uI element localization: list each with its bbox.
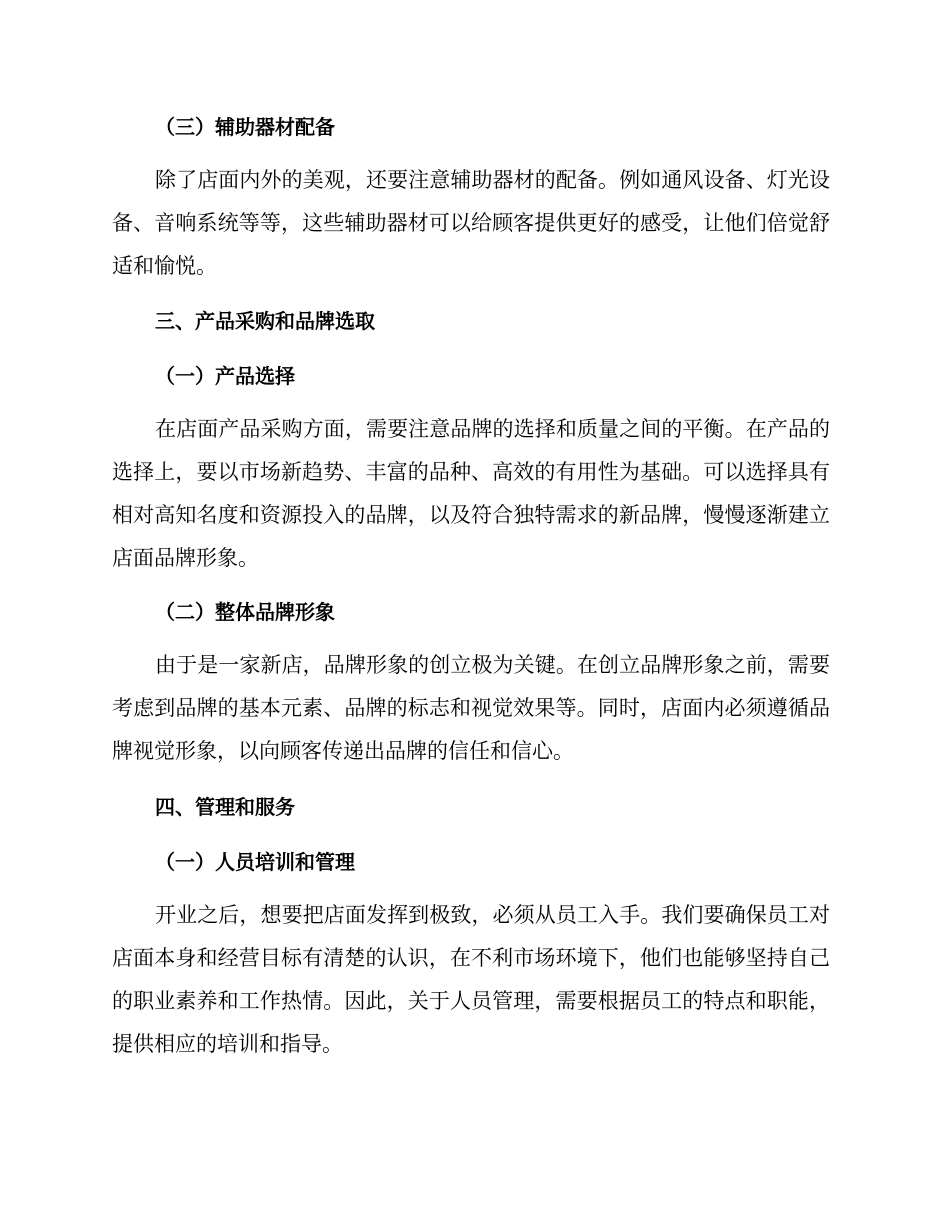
- subheading-staff-training: （一）人员培训和管理: [155, 850, 355, 874]
- paragraph-brand-image: 由于是一家新店，品牌形象的创立极为关键。在创立品牌形象之前，需要考虑到品牌的基本元素、品牌的标志和视觉效果等。同时，店面内必须遵循品牌视觉形象，以向顾客传递出品牌的信任和信心。: [112, 653, 830, 763]
- paragraph-product-selection: 在店面产品采购方面，需要注意品牌的选择和质量之间的平衡。在产品的选择上，要以市场新趋势、丰富的品种、高效的有用性为基础。可以选择具有相对高知名度和资源投入的品牌，以及符合独特需求的新品牌，慢慢逐渐建立店面品牌形象。: [112, 417, 830, 570]
- subheading-product-selection: （一）产品选择: [155, 364, 295, 388]
- subheading-aux-equipment: （三）辅助器材配备: [155, 115, 335, 139]
- paragraph-aux-equipment: 除了店面内外的美观，还要注意辅助器材的配备。例如通风设备、灯光设备、音响系统等等，这些辅助器材可以给顾客提供更好的感受，让他们倍觉舒适和愉悦。: [112, 168, 830, 278]
- subheading-brand-image: （二）整体品牌形象: [155, 600, 335, 624]
- section-heading-management: 四、管理和服务: [155, 795, 295, 819]
- paragraph-staff-training: 开业之后，想要把店面发挥到极致，必须从员工入手。我们要确保员工对店面本身和经营目标有清楚的认识，在不利市场环境下，他们也能够坚持自己的职业素养和工作热情。因此，关于人员管理，需要根据员工的特点和职能，提供相应的培训和指导。: [112, 903, 830, 1056]
- section-heading-procurement: 三、产品采购和品牌选取: [155, 309, 375, 333]
